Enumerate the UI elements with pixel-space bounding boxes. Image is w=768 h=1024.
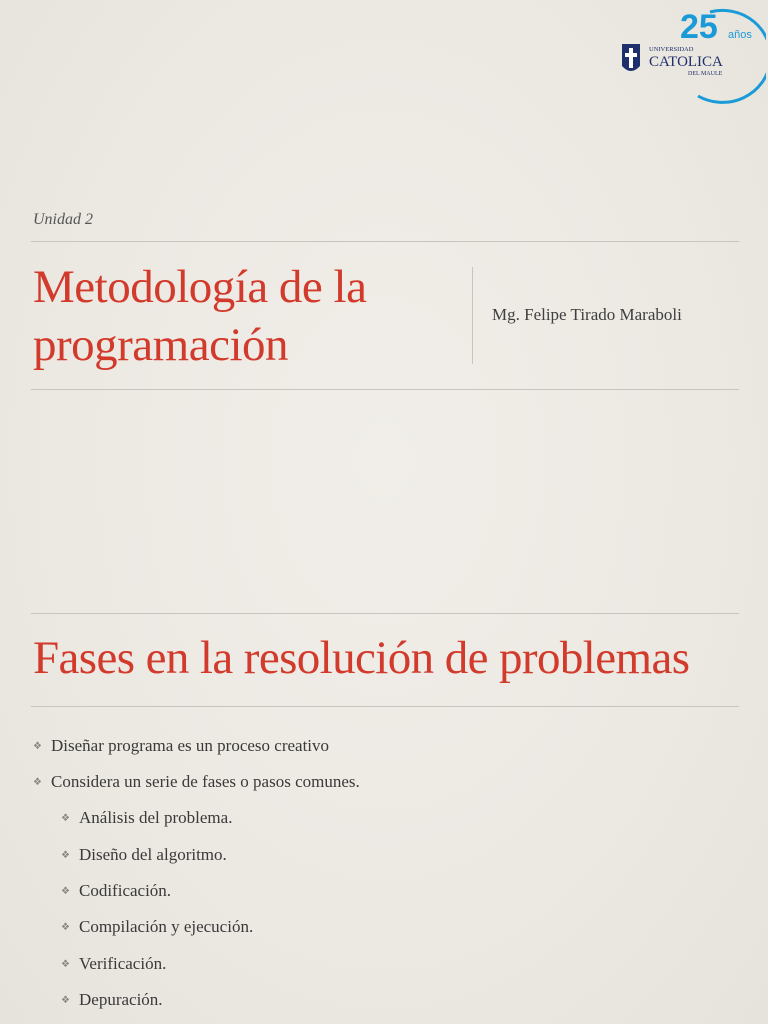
bullet-icon: ❖ xyxy=(61,995,70,1006)
bullet-icon: ❖ xyxy=(61,922,70,933)
logo-line-1: UNIVERSIDAD xyxy=(649,46,694,53)
university-logo xyxy=(618,4,766,104)
bullet-icon: ❖ xyxy=(33,777,42,788)
list-item: ❖ Diseñar programa es un proceso creativo xyxy=(33,736,330,755)
vertical-divider xyxy=(472,267,473,364)
bullet-icon: ❖ xyxy=(61,850,70,861)
anniversary-number: 25 xyxy=(680,8,718,46)
author-name: Mg. Felipe Tirado Maraboli xyxy=(492,305,682,324)
ucm-25-anos-icon xyxy=(618,4,766,104)
list-item: ❖ Considera un serie de fases o pasos comunes. xyxy=(33,772,360,791)
list-item: ❖ Compilación y ejecución. xyxy=(61,917,254,936)
bullet-icon: ❖ xyxy=(61,959,70,970)
anniversary-word: años xyxy=(728,29,752,41)
section-title: Fases en la resolución de problemas xyxy=(33,632,690,684)
bullet-icon: ❖ xyxy=(33,741,42,752)
logo-line-2: CATOLICA xyxy=(649,54,723,70)
unit-label: Unidad 2 xyxy=(33,211,93,228)
divider-title-top xyxy=(31,613,739,614)
bullet-icon: ❖ xyxy=(61,886,70,897)
bullet-icon: ❖ xyxy=(61,813,70,824)
divider-top xyxy=(31,241,739,242)
divider-title-bottom xyxy=(31,706,739,707)
logo-line-3: DEL MAULE xyxy=(688,71,723,77)
presentation-title: Metodología de la programación xyxy=(33,261,367,371)
list-item: ❖ Verificación. xyxy=(61,954,167,973)
list-item: ❖ Diseño del algoritmo. xyxy=(61,845,227,864)
list-item: ❖ Depuración. xyxy=(61,990,163,1009)
list-item: ❖ Análisis del problema. xyxy=(61,808,233,827)
divider-bottom xyxy=(31,389,739,390)
list-item: ❖ Codificación. xyxy=(61,881,172,900)
